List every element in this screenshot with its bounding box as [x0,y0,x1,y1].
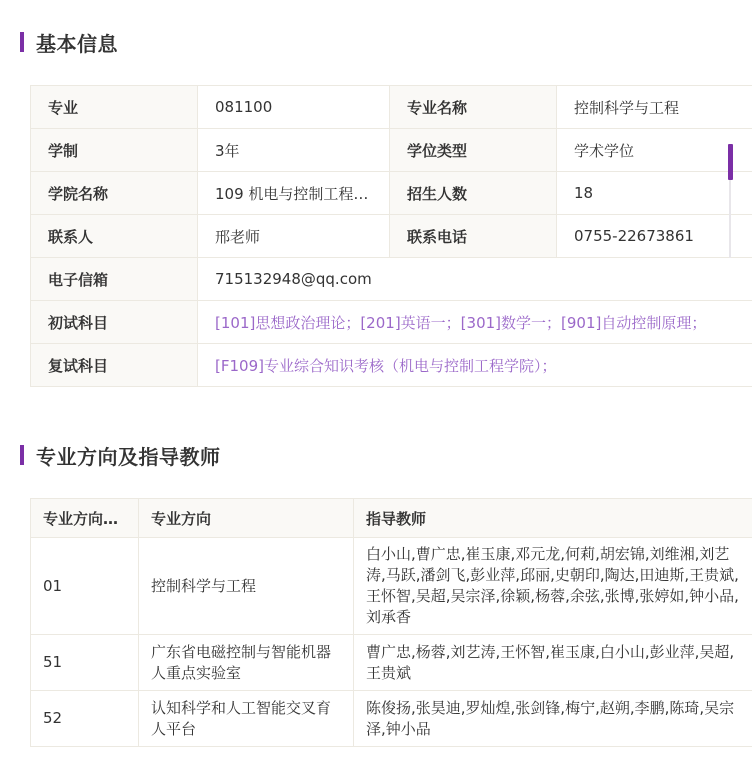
header-direction-name: 专业方向 [139,499,354,538]
phone-value: 0755-22673861 [557,215,752,258]
section-title-text: 专业方向及指导教师 [36,444,221,469]
table-row [31,538,752,635]
header-advisors: 指导教师 [354,499,752,538]
prelim-subjects-link[interactable]: [101]思想政治理论；[201]英语一；[301]数学一；[901]自动控制原理； [198,301,752,344]
section-title-text: 基本信息 [36,31,118,56]
prelim-subjects-label: 初试科目 [31,301,198,344]
table-row [31,129,752,172]
table-row [31,86,752,129]
section-accent-bar [20,32,24,52]
retest-subjects-label: 复试科目 [31,344,198,387]
degree-type-label: 学位类型 [390,129,557,172]
header-direction-code: 专业方向… [31,499,139,538]
duration-value: 3年 [198,129,390,172]
email-label: 电子信箱 [31,258,198,301]
table-row [31,258,752,301]
direction-table [30,498,752,747]
major-code-label: 专业 [31,86,198,129]
direction-code: 01 [31,538,139,635]
scrollbar-thumb[interactable] [728,144,733,180]
enroll-label: 招生人数 [390,172,557,215]
duration-label: 学制 [31,129,198,172]
enroll-value: 18 [557,172,752,215]
direction-code: 52 [31,691,139,747]
direction-name: 认知科学和人工智能交叉育人平台 [139,691,354,747]
table-row [31,344,752,387]
section-accent-bar [20,445,24,465]
section-title-basic-info [20,30,118,54]
table-row [31,635,752,691]
phone-label: 联系电话 [390,215,557,258]
major-name-value: 控制科学与工程 [557,86,752,129]
major-name-label: 专业名称 [390,86,557,129]
scrollbar-track[interactable] [729,180,731,258]
section-title-directions [20,443,221,467]
direction-name: 广东省电磁控制与智能机器人重点实验室 [139,635,354,691]
retest-subjects-link[interactable]: [F109]专业综合知识考核（机电与控制工程学院）； [198,344,752,387]
table-row [31,691,752,747]
table-row [31,172,752,215]
direction-name: 控制科学与工程 [139,538,354,635]
major-code-value: 081100 [198,86,390,129]
direction-code: 51 [31,635,139,691]
advisor-list: 白小山,曹广忠,崔玉康,邓元龙,何莉,胡宏锦,刘维湘,刘艺涛,马跃,潘剑飞,彭业萍,邱丽,史朝印,陶达,田迪斯,王贵斌,王怀智,吴超,吴宗泽,徐颖,杨蓉,余弦,张博,张婷如,钟小品,刘承香 [354,538,752,635]
contact-value: 邢老师 [198,215,390,258]
college-label: 学院名称 [31,172,198,215]
degree-type-value: 学术学位 [557,129,752,172]
table-row [31,301,752,344]
basic-info-table [30,85,752,387]
contact-label: 联系人 [31,215,198,258]
advisor-list: 陈俊扬,张昊迪,罗灿煌,张剑锋,梅宁,赵朔,李鹏,陈琦,吴宗泽,钟小品 [354,691,752,747]
college-value: 109 机电与控制工程… [198,172,390,215]
advisor-list: 曹广忠,杨蓉,刘艺涛,王怀智,崔玉康,白小山,彭业萍,吴超,王贵斌 [354,635,752,691]
table-row [31,215,752,258]
email-value: 715132948@qq.com [198,258,752,301]
table-header-row [31,499,752,538]
